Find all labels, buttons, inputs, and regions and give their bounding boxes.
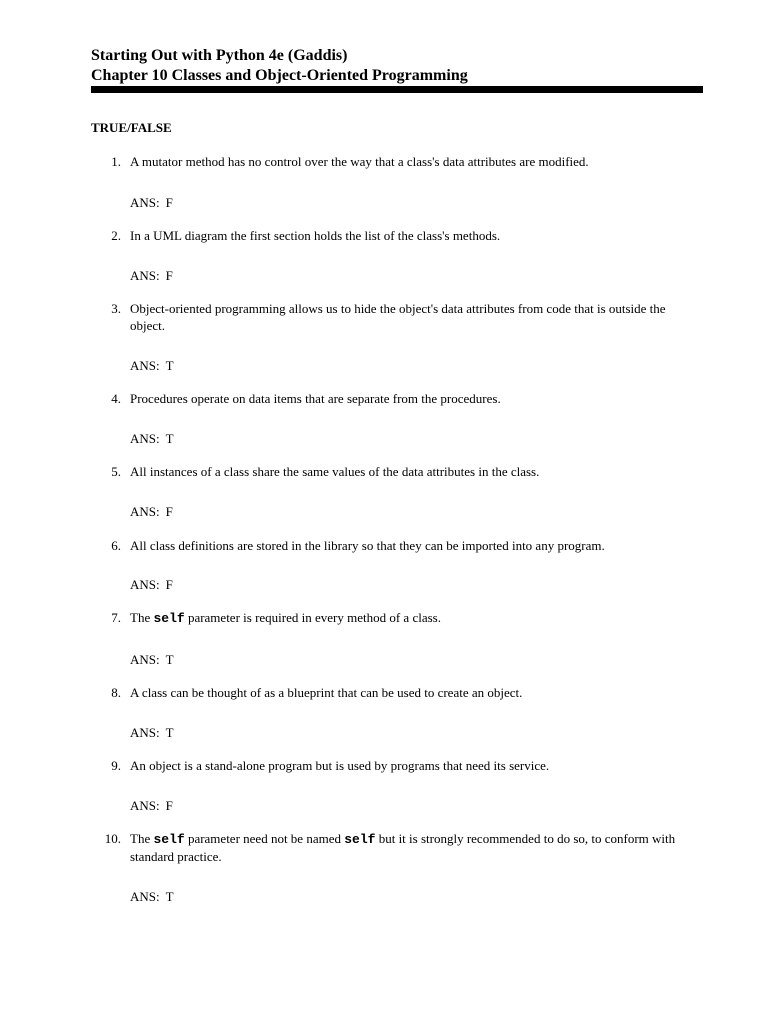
book-title: Starting Out with Python 4e (Gaddis) <box>91 47 348 64</box>
question-number: 3. <box>111 301 121 316</box>
section-title: TRUE/FALSE <box>91 120 172 135</box>
answer-3 <box>130 357 174 374</box>
question-text <box>130 609 703 627</box>
answer-label: ANS: <box>130 652 160 667</box>
answer-value: F <box>165 577 173 592</box>
answer-7 <box>130 651 174 668</box>
answer-2 <box>130 267 173 284</box>
self-code-keyword: self <box>153 611 185 626</box>
question-text <box>130 830 703 865</box>
question-number: 10. <box>104 831 121 846</box>
answer-value: F <box>165 268 173 283</box>
question-number: 6. <box>111 538 121 553</box>
answer-value: F <box>165 195 173 210</box>
answer-6 <box>130 576 173 593</box>
question-number: 7. <box>111 610 121 625</box>
question-text: A class can be thought of as a blueprint that can be used to create an object. <box>130 685 523 700</box>
answer-label: ANS: <box>130 504 160 519</box>
answer-value: T <box>165 358 174 373</box>
answer-value: T <box>165 652 174 667</box>
answer-label: ANS: <box>130 431 160 446</box>
answer-label: ANS: <box>130 268 160 283</box>
answer-10 <box>130 888 174 905</box>
question-number: 9. <box>111 758 121 773</box>
answer-value: T <box>165 889 174 904</box>
answer-label: ANS: <box>130 889 160 904</box>
chapter-title: Chapter 10 Classes and Object-Oriented Programming <box>91 67 468 84</box>
question-number: 2. <box>111 228 121 243</box>
question-number: 1. <box>111 154 121 169</box>
question-text: A mutator method has no control over the way that a class's data attributes are modified. <box>130 154 589 169</box>
question-number: 5. <box>111 464 121 479</box>
answer-4 <box>130 430 174 447</box>
question-text-before: The <box>130 831 154 846</box>
question-text-after: but it is strongly recommended to do so, to conform with standard practice. <box>130 831 676 864</box>
header-rule <box>91 86 703 93</box>
question-text: In a UML diagram the first section holds the list of the class's methods. <box>130 228 501 243</box>
answer-label: ANS: <box>130 358 160 373</box>
answer-label: ANS: <box>130 577 160 592</box>
answer-1 <box>130 194 173 211</box>
answer-value: F <box>165 798 173 813</box>
document-header <box>91 46 703 86</box>
question-text: All class definitions are stored in the library so that they can be imported into any program. <box>130 538 605 553</box>
answer-5 <box>130 503 173 520</box>
question-text: Procedures operate on data items that are separate from the procedures. <box>130 391 501 406</box>
answer-label: ANS: <box>130 798 160 813</box>
self-code-keyword: self <box>344 832 376 847</box>
question-text: Object-oriented programming allows us to hide the object's data attributes from code that is outside the object. <box>130 301 666 333</box>
answer-value: T <box>165 725 174 740</box>
answer-9 <box>130 797 173 814</box>
question-number: 8. <box>111 685 121 700</box>
question-number: 4. <box>111 391 121 406</box>
question-text-before: The <box>130 610 154 625</box>
question-text: An object is a stand-alone program but is used by programs that need its service. <box>130 758 550 773</box>
question-text: All instances of a class share the same values of the data attributes in the class. <box>130 464 540 479</box>
answer-label: ANS: <box>130 195 160 210</box>
question-text-after: parameter is required in every method of a class. <box>184 610 441 625</box>
answer-8 <box>130 724 174 741</box>
question-text-middle: parameter need not be named <box>184 831 345 846</box>
answer-label: ANS: <box>130 725 160 740</box>
answer-value: T <box>165 431 174 446</box>
answer-value: F <box>165 504 173 519</box>
self-code-keyword: self <box>153 832 185 847</box>
